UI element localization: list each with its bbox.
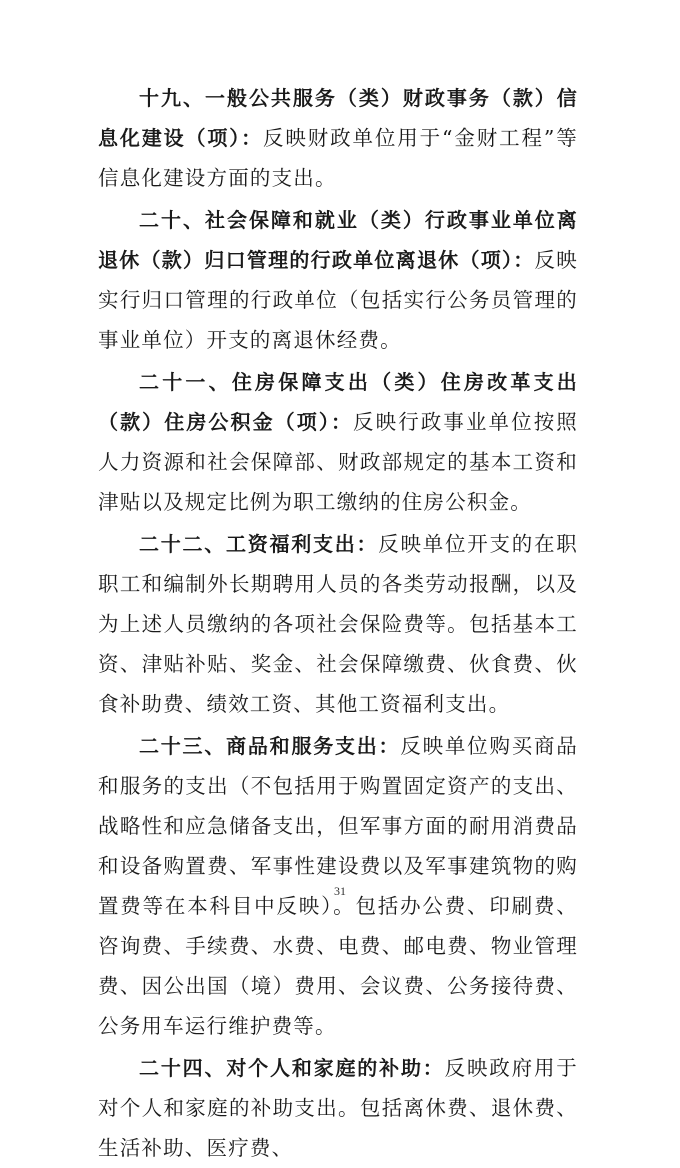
paragraph-body: 反映单位购买商品和服务的支出（不包括用于购置固定资产的支出、战略性和应急储备支出，但军事方面的耐用消费品和设备购置费、军事性建设费以及军事建筑物的购置费等在本科目中反映）。包括办公费、印刷费、咨询费、手续费、水费、电费、邮电费、物业管理费、因公出国（境）费用、会议费、公务接待费、公务用车运行维护费等。 <box>98 734 578 1038</box>
paragraph-body: 反映单位开支的在职职工和编制外长期聘用人员的各类劳动报酬，以及为上述人员缴纳的各项社会保险费等。包括基本工资、津贴补贴、奖金、社会保障缴费、伙食费、伙食补助费、绩效工资、其他工资福利支出。 <box>98 532 578 716</box>
paragraph-body: 反映财政单位用于“金财工程”等信息化建设方面的支出。 <box>98 126 578 190</box>
paragraph-20 <box>98 200 578 360</box>
paragraph-19 <box>98 78 578 198</box>
page-number: 31 <box>334 884 346 898</box>
paragraph-heading: 十九、一般公共服务（类）财政事务（款）信息化建设（项）： <box>98 86 578 150</box>
paragraph-body: 反映行政事业单位按照人力资源和社会保障部、财政部规定的基本工资和津贴以及规定比例为职工缴纳的住房公积金。 <box>98 410 578 514</box>
paragraph-22 <box>98 524 578 724</box>
paragraph-heading: 二十四、对个人和家庭的补助： <box>139 1056 445 1080</box>
paragraph-heading: 二十三、商品和服务支出： <box>139 734 401 758</box>
paragraph-heading: 二十一、住房保障支出（类）住房改革支出（款）住房公积金（项）： <box>98 370 578 434</box>
paragraph-heading: 二十二、工资福利支出： <box>139 532 379 556</box>
paragraph-body: 反映政府用于对个人和家庭的补助支出。包括离休费、退休费、生活补助、医疗费、 <box>98 1056 578 1160</box>
paragraph-21 <box>98 362 578 522</box>
paragraph-24 <box>98 1048 578 1168</box>
paragraph-body: 反映实行归口管理的行政单位（包括实行公务员管理的事业单位）开支的离退休经费。 <box>98 248 578 352</box>
paragraph-heading: 二十、社会保障和就业（类）行政事业单位离退休（款）归口管理的行政单位离退休（项）： <box>98 208 578 272</box>
